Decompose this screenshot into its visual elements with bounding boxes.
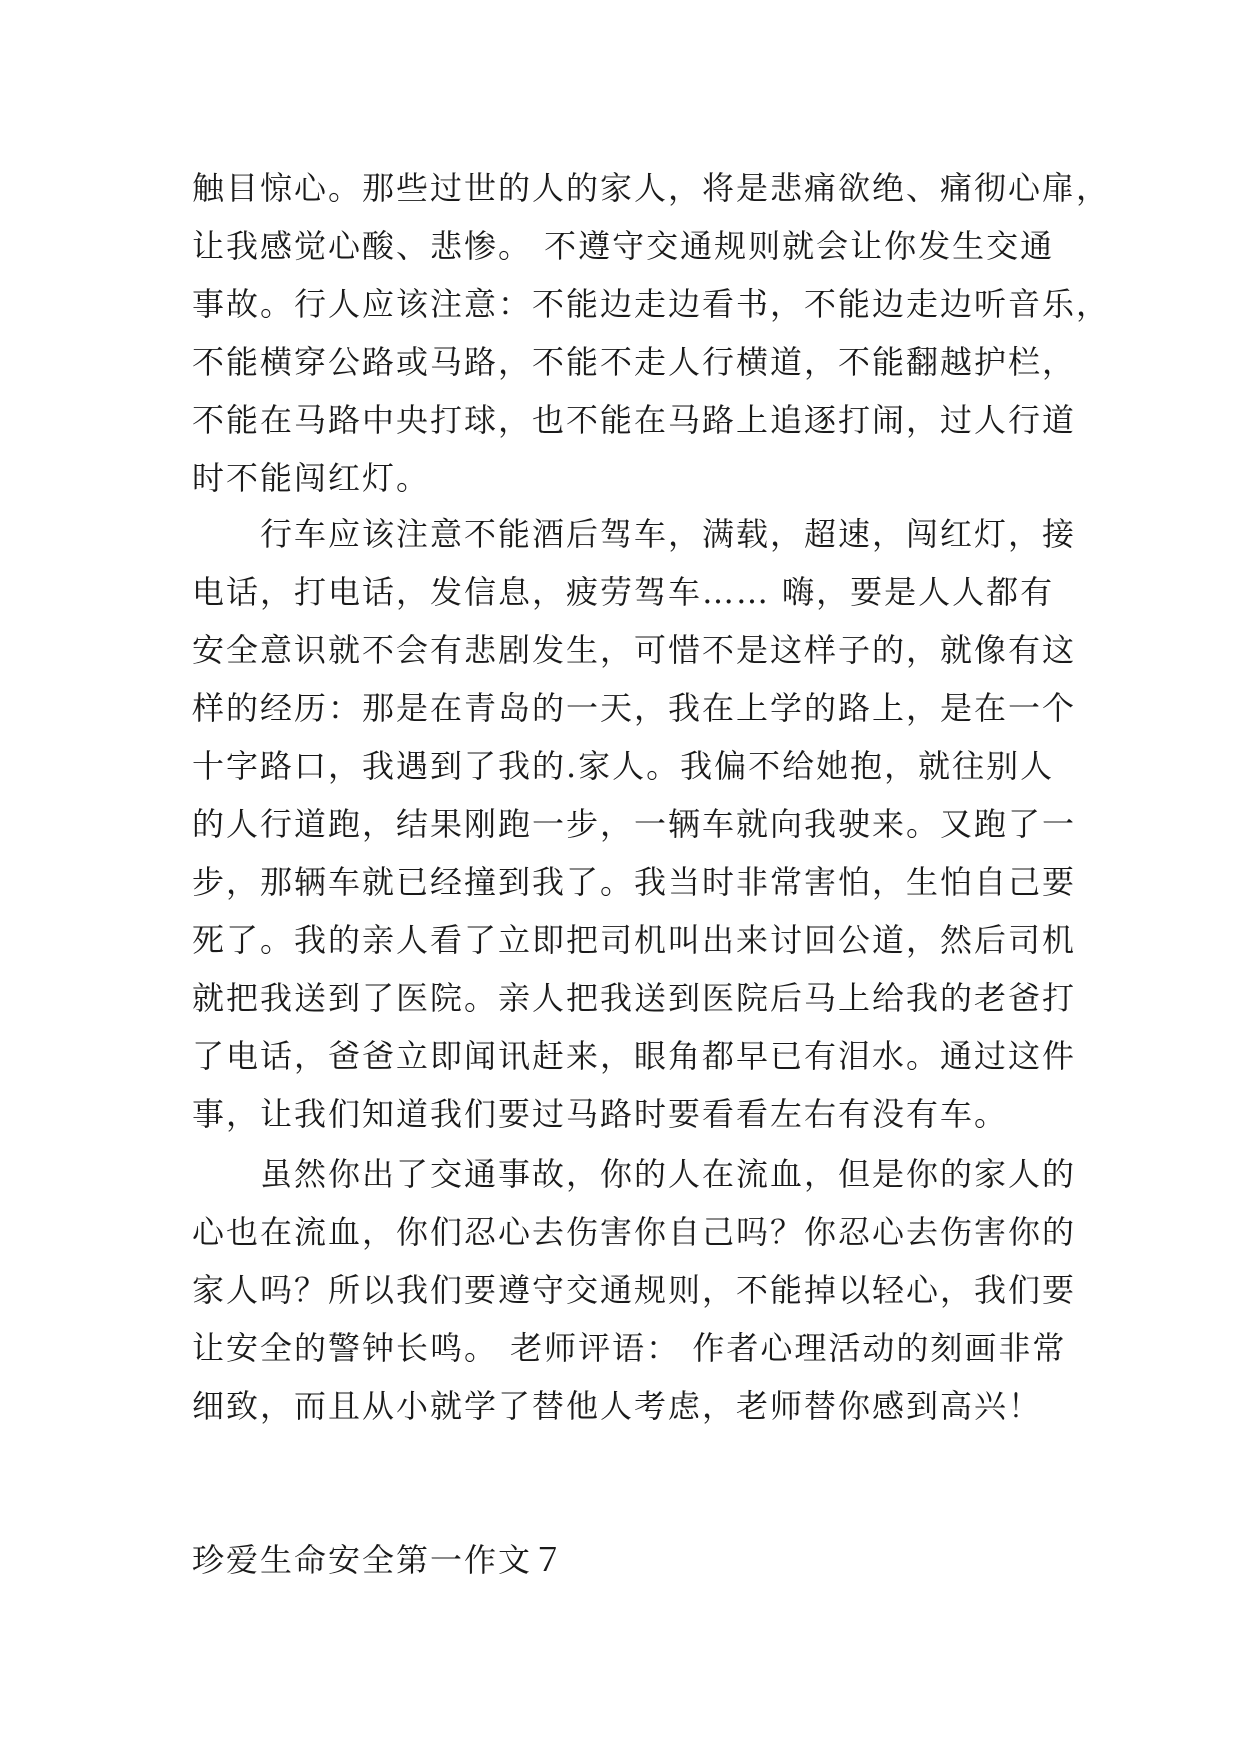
text-line: 死了。我的亲人看了立即把司机叫出来讨回公道，然后司机 [192, 921, 1077, 959]
text-line: 细致，而且从小就学了替他人考虑，老师替你感到高兴！ [192, 1387, 1043, 1425]
section-heading: 珍爱生命安全第一作文７ [192, 1541, 567, 1579]
paragraph-1 [192, 159, 1111, 507]
text-line: 家人吗？所以我们要遵守交通规则，不能掉以轻心，我们要 [192, 1271, 1077, 1309]
text-line: 行车应该注意不能酒后驾车，满载，超速，闯红灯，接 [192, 515, 1077, 553]
text-line: 了电话，爸爸立即闻讯赶来，眼角都早已有泪水。通过这件 [192, 1037, 1077, 1075]
text-line: 就把我送到了医院。亲人把我送到医院后马上给我的老爸打 [192, 979, 1077, 1017]
text-line: 电话，打电话，发信息，疲劳驾车…… 嗨，要是人人都有 [192, 573, 1055, 611]
text-line: 安全意识就不会有悲剧发生，可惜不是这样子的，就像有这 [192, 631, 1077, 669]
text-line: 的人行道跑，结果刚跑一步，一辆车就向我驶来。又跑了一 [192, 805, 1077, 843]
text-line: 十字路口，我遇到了我的.家人。我偏不给她抱，就往别人 [192, 747, 1055, 785]
text-line: 虽然你出了交通事故，你的人在流血，但是你的家人的 [192, 1155, 1077, 1193]
text-line: 时不能闯红灯。 [192, 459, 431, 497]
text-line: 让我感觉心酸、悲惨。 不遵守交通规则就会让你发生交通 [192, 227, 1055, 265]
paragraph-2 [192, 505, 1077, 1143]
text-line: 触目惊心。那些过世的人的家人，将是悲痛欲绝、痛彻心扉， [192, 169, 1111, 207]
text-line: 不能横穿公路或马路，不能不走人行横道，不能翻越护栏， [192, 343, 1077, 381]
text-line: 事，让我们知道我们要过马路时要看看左右有没有车。 [192, 1095, 1009, 1133]
text-line: 不能在马路中央打球，也不能在马路上追逐打闹，过人行道 [192, 401, 1077, 439]
text-line: 样的经历：那是在青岛的一天，我在上学的路上，是在一个 [192, 689, 1077, 727]
text-line: 事故。行人应该注意：不能边走边看书，不能边走边听音乐， [192, 285, 1111, 323]
text-line: 心也在流血，你们忍心去伤害你自己吗？你忍心去伤害你的 [192, 1213, 1077, 1251]
text-line: 步，那辆车就已经撞到我了。我当时非常害怕，生怕自己要 [192, 863, 1077, 901]
text-line: 让安全的警钟长鸣。 老师评语： 作者心理活动的刻画非常 [192, 1329, 1067, 1367]
paragraph-3 [192, 1145, 1077, 1435]
